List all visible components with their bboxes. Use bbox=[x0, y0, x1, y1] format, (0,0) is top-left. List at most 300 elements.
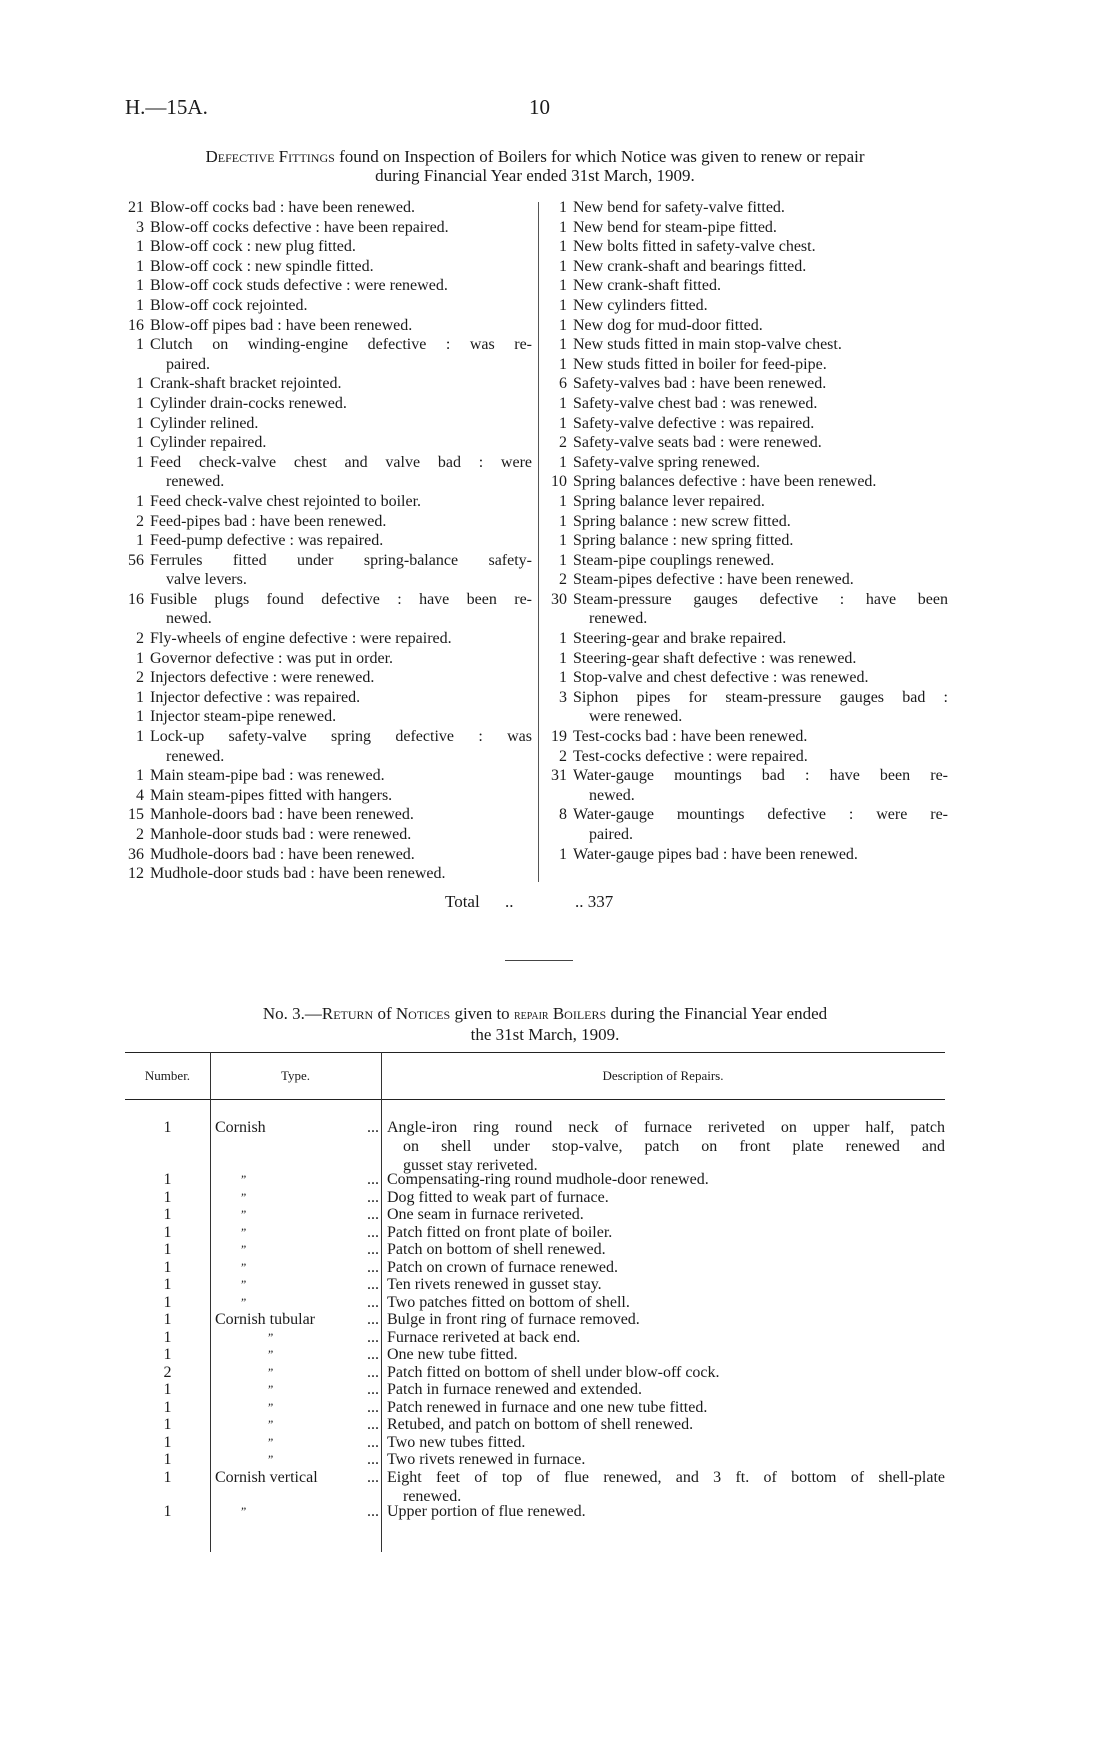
fitting-description: Blow-off pipes bad : have been renewed. bbox=[150, 316, 413, 334]
fitting-description: New bolts fitted in safety-valve chest. bbox=[573, 238, 816, 256]
fitting-item bbox=[120, 218, 532, 238]
section2-title bbox=[140, 1004, 950, 1044]
fitting-count: 1 bbox=[559, 238, 567, 256]
row-type: ” bbox=[239, 1172, 247, 1187]
row-number: 1 bbox=[163, 1258, 172, 1276]
fitting-description: Injector defective : was repaired. bbox=[150, 688, 361, 706]
row-number: 1 bbox=[163, 1241, 172, 1259]
fitting-item bbox=[543, 414, 948, 434]
row-number: 1 bbox=[163, 1346, 172, 1364]
fitting-description: Feed-pump defective : was repaired. bbox=[150, 532, 384, 550]
row-leader-dots: ... bbox=[367, 1188, 379, 1206]
row-leader-dots: ... bbox=[367, 1171, 379, 1189]
row-description-line: gusset stay reriveted. bbox=[403, 1157, 538, 1174]
fitting-count: 1 bbox=[136, 414, 144, 432]
row-description bbox=[387, 1240, 945, 1259]
fitting-description: newed. bbox=[166, 610, 212, 628]
fitting-item bbox=[543, 512, 948, 532]
fitting-count: 1 bbox=[559, 277, 567, 295]
row-description-line: Two rivets renewed in furnace. bbox=[387, 1451, 586, 1469]
fitting-item bbox=[543, 649, 948, 669]
fitting-item bbox=[120, 747, 532, 767]
row-number: 1 bbox=[163, 1223, 172, 1241]
row-description-line: Two patches fitted on bottom of shell. bbox=[387, 1293, 630, 1311]
fitting-description: Siphon pipes for steam-pressure gauges bad : bbox=[573, 688, 948, 706]
row-number: 1 bbox=[163, 1311, 172, 1329]
fitting-count: 16 bbox=[128, 590, 144, 608]
section2-title-given: given to bbox=[450, 1004, 514, 1023]
fitting-description: Blow-off cocks bad : have been renewed. bbox=[150, 199, 415, 216]
row-description-line: Bulge in front ring of furnace removed. bbox=[387, 1311, 640, 1329]
fitting-count: 2 bbox=[559, 571, 567, 589]
fitting-count bbox=[543, 707, 573, 727]
row-number: 1 bbox=[163, 1416, 172, 1434]
fitting-item bbox=[543, 374, 948, 394]
row-type: ” bbox=[239, 1224, 247, 1239]
fitting-item bbox=[543, 433, 948, 453]
fitting-item bbox=[543, 453, 948, 473]
fitting-description: Safety-valve seats bad : were renewed. bbox=[573, 434, 822, 452]
row-type: ” bbox=[239, 1294, 247, 1309]
fitting-description: Main steam-pipe bad : was renewed. bbox=[150, 767, 385, 785]
row-description bbox=[387, 1275, 945, 1294]
section1-title-rest: found on Inspection of Boilers for which Notice was given to renew or repair bbox=[334, 147, 865, 166]
fitting-description: Blow-off cock rejointed. bbox=[150, 296, 308, 314]
fitting-count: 1 bbox=[136, 336, 144, 354]
fitting-count: 1 bbox=[559, 669, 567, 687]
fitting-count: 1 bbox=[559, 649, 567, 667]
row-type: ” bbox=[239, 1259, 247, 1274]
fitting-item bbox=[543, 296, 948, 316]
row-description bbox=[387, 1205, 945, 1224]
fitting-count: 1 bbox=[136, 708, 144, 726]
fitting-item bbox=[543, 786, 948, 806]
row-description bbox=[387, 1310, 945, 1329]
fittings-right-column bbox=[543, 198, 948, 864]
fitting-count: 30 bbox=[551, 590, 567, 608]
section1-title-caps: Defective Fittings bbox=[205, 147, 335, 166]
row-type: ” bbox=[266, 1417, 274, 1432]
row-number: 1 bbox=[163, 1468, 172, 1486]
fitting-count: 1 bbox=[136, 532, 144, 550]
row-description-line: Eight feet of top of flue renewed, and 3 ft. of bottom of shell-plate bbox=[387, 1468, 945, 1486]
fitting-item bbox=[543, 590, 948, 610]
fitting-item bbox=[543, 688, 948, 708]
header-number: Number. bbox=[144, 1068, 191, 1083]
fitting-item bbox=[120, 512, 532, 532]
row-description-line: Furnace reriveted at back end. bbox=[387, 1328, 581, 1346]
fitting-item bbox=[120, 688, 532, 708]
section2-title-prefix: No. 3.— bbox=[262, 1004, 322, 1023]
fitting-count: 2 bbox=[559, 747, 567, 765]
fitting-item bbox=[543, 531, 948, 551]
row-number: 1 bbox=[163, 1188, 172, 1206]
fitting-item bbox=[543, 747, 948, 767]
fitting-item bbox=[120, 629, 532, 649]
fitting-description: Blow-off cock : new spindle fitted. bbox=[150, 257, 374, 275]
row-number: 1 bbox=[163, 1503, 172, 1521]
fitting-count: 1 bbox=[559, 257, 567, 275]
fitting-count bbox=[120, 609, 150, 629]
fitting-item bbox=[120, 374, 532, 394]
header-description: Description of Repairs. bbox=[602, 1068, 724, 1083]
fitting-description: Injectors defective : were renewed. bbox=[150, 669, 375, 687]
fitting-count bbox=[120, 747, 150, 767]
fitting-description: Blow-off cock : new plug fitted. bbox=[150, 238, 356, 256]
row-description-line: Retubed, and patch on bottom of shell renewed. bbox=[387, 1416, 694, 1434]
fitting-count: 1 bbox=[559, 512, 567, 530]
row-description-line: renewed. bbox=[403, 1487, 462, 1505]
fitting-item bbox=[543, 668, 948, 688]
fitting-item bbox=[120, 786, 532, 806]
fitting-description: paired. bbox=[589, 826, 633, 843]
fitting-description: Mudhole-door studs bad : have been renewed. bbox=[150, 865, 446, 883]
header-type: Type. bbox=[280, 1068, 311, 1083]
fitting-item bbox=[120, 414, 532, 434]
row-description bbox=[387, 1188, 945, 1207]
fitting-count: 8 bbox=[559, 806, 567, 824]
row-description-line: Patch fitted on front plate of boiler. bbox=[387, 1223, 613, 1241]
row-description bbox=[387, 1450, 945, 1469]
fitting-description: valve levers. bbox=[166, 571, 247, 589]
fitting-count: 1 bbox=[136, 649, 144, 667]
fitting-count: 1 bbox=[136, 688, 144, 706]
document-code: H.—15A. bbox=[125, 95, 208, 119]
fitting-count: 4 bbox=[136, 786, 144, 804]
fitting-description: Safety-valve chest bad : was renewed. bbox=[573, 394, 818, 412]
fitting-count bbox=[543, 609, 573, 629]
row-leader-dots: ... bbox=[367, 1293, 379, 1311]
fitting-count bbox=[543, 825, 573, 845]
fitting-description: Safety-valve spring renewed. bbox=[573, 453, 761, 471]
fitting-count: 15 bbox=[128, 806, 144, 824]
fitting-count: 2 bbox=[136, 630, 144, 648]
section2-title-line2: the 31st March, 1909. bbox=[470, 1025, 620, 1044]
fitting-description: Cylinder relined. bbox=[150, 414, 259, 432]
row-description-line: Patch on bottom of shell renewed. bbox=[387, 1241, 606, 1259]
row-number: 1 bbox=[163, 1328, 172, 1346]
fitting-description: Steam-pipes defective : have been renewed. bbox=[573, 571, 854, 589]
fitting-count: 56 bbox=[128, 551, 144, 569]
row-description-line: Compensating-ring round mudhole-door renewed. bbox=[387, 1171, 709, 1189]
fitting-item bbox=[120, 531, 532, 551]
row-description bbox=[387, 1293, 945, 1312]
fitting-item bbox=[120, 394, 532, 414]
fitting-item bbox=[543, 257, 948, 277]
row-leader-dots: ... bbox=[367, 1241, 379, 1259]
fitting-item bbox=[543, 198, 948, 218]
row-leader-dots: ... bbox=[367, 1433, 379, 1451]
fitting-description: Steering-gear and brake repaired. bbox=[573, 630, 787, 648]
row-type: ” bbox=[266, 1382, 274, 1397]
fitting-item bbox=[120, 492, 532, 512]
fitting-count: 1 bbox=[136, 728, 144, 746]
table-column-rule-1 bbox=[210, 1052, 211, 1552]
row-type: Cornish vertical bbox=[215, 1468, 318, 1486]
fitting-description: New crank-shaft and bearings fitted. bbox=[573, 257, 807, 275]
fitting-description: New studs fitted in main stop-valve chest. bbox=[573, 336, 842, 354]
fitting-count: 1 bbox=[136, 296, 144, 314]
row-leader-dots: ... bbox=[367, 1363, 379, 1381]
fitting-item bbox=[120, 570, 532, 590]
row-number: 1 bbox=[163, 1276, 172, 1294]
fitting-count: 1 bbox=[559, 218, 567, 236]
section2-title-rest: during the Financial Year ended bbox=[606, 1004, 828, 1023]
row-description-line: Two new tubes fitted. bbox=[387, 1433, 526, 1451]
fitting-description: Stop-valve and chest defective : was renewed. bbox=[573, 669, 869, 687]
fitting-item bbox=[543, 276, 948, 296]
row-description-line: One seam in furnace reriveted. bbox=[387, 1206, 584, 1224]
fitting-description: Water-gauge mountings defective : were re- bbox=[573, 806, 948, 824]
fitting-item bbox=[120, 433, 532, 453]
fitting-count: 10 bbox=[551, 473, 567, 491]
row-type: ” bbox=[239, 1242, 247, 1257]
fitting-item bbox=[120, 707, 532, 727]
row-leader-dots: ... bbox=[367, 1468, 379, 1486]
fitting-description: Safety-valve defective : was repaired. bbox=[573, 414, 815, 432]
row-type: ” bbox=[266, 1347, 274, 1362]
row-description bbox=[387, 1415, 945, 1434]
fitting-description: Blow-off cock studs defective : were renewed. bbox=[150, 277, 448, 295]
fitting-item bbox=[120, 825, 532, 845]
fittings-left-column bbox=[120, 198, 532, 884]
fitting-count: 1 bbox=[136, 375, 144, 393]
row-description-line: Patch renewed in furnace and one new tube fitted. bbox=[387, 1398, 708, 1416]
fitting-count: 19 bbox=[551, 728, 567, 746]
fitting-item bbox=[120, 727, 532, 747]
fitting-item bbox=[120, 472, 532, 492]
fitting-count: 1 bbox=[559, 630, 567, 648]
row-description-line: Patch on crown of furnace renewed. bbox=[387, 1258, 619, 1276]
fitting-description: renewed. bbox=[166, 747, 225, 765]
fitting-description: Safety-valves bad : have been renewed. bbox=[573, 375, 827, 393]
row-type: ” bbox=[266, 1434, 274, 1449]
fitting-description: Manhole-door studs bad : were renewed. bbox=[150, 826, 412, 843]
fitting-count: 16 bbox=[128, 316, 144, 334]
section2-title-return: Return bbox=[321, 1004, 374, 1023]
fitting-count bbox=[543, 786, 573, 806]
row-description bbox=[387, 1380, 945, 1399]
fitting-description: Clutch on winding-engine defective : was re- bbox=[150, 336, 532, 354]
row-description bbox=[387, 1118, 945, 1175]
fitting-item bbox=[120, 590, 532, 610]
fitting-description: Main steam-pipes fitted with hangers. bbox=[150, 786, 393, 804]
fitting-count: 3 bbox=[136, 218, 144, 236]
fitting-description: New studs fitted in boiler for feed-pipe. bbox=[573, 355, 827, 373]
fitting-count: 1 bbox=[136, 434, 144, 452]
fitting-description: New cylinders fitted. bbox=[573, 296, 708, 314]
fitting-count: 21 bbox=[128, 199, 144, 216]
row-type: Cornish bbox=[215, 1119, 266, 1136]
fitting-description: Spring balance : new spring fitted. bbox=[573, 532, 794, 550]
row-number: 1 bbox=[163, 1433, 172, 1451]
row-leader-dots: ... bbox=[367, 1503, 379, 1521]
fitting-item bbox=[120, 237, 532, 257]
row-leader-dots: ... bbox=[367, 1398, 379, 1416]
fitting-description: Test-cocks bad : have been renewed. bbox=[573, 728, 808, 746]
total-leader-dots: .. bbox=[505, 892, 514, 911]
section1-title-line2: during Financial Year ended 31st March, 1909. bbox=[375, 166, 695, 185]
fitting-description: New dog for mud-door fitted. bbox=[573, 316, 763, 334]
row-description bbox=[387, 1345, 945, 1364]
fitting-item bbox=[120, 198, 532, 218]
fitting-description: Feed-pipes bad : have been renewed. bbox=[150, 512, 387, 530]
fitting-item bbox=[543, 570, 948, 590]
column-divider bbox=[538, 202, 539, 882]
fitting-count: 3 bbox=[559, 688, 567, 706]
fitting-description: Ferrules fitted under spring-balance safety- bbox=[150, 551, 532, 569]
fitting-count bbox=[120, 472, 150, 492]
fitting-count: 12 bbox=[128, 865, 144, 883]
fitting-count bbox=[120, 570, 150, 590]
fitting-description: Blow-off cocks defective : have been repaired. bbox=[150, 218, 449, 236]
fitting-item bbox=[543, 766, 948, 786]
fitting-count: 1 bbox=[136, 767, 144, 785]
fitting-count: 1 bbox=[136, 238, 144, 256]
fitting-count: 1 bbox=[559, 414, 567, 432]
fitting-count: 1 bbox=[559, 394, 567, 412]
fitting-description: Feed check-valve chest rejointed to boiler. bbox=[150, 492, 422, 510]
fitting-item bbox=[120, 276, 532, 296]
fitting-item bbox=[120, 845, 532, 865]
fitting-item bbox=[543, 825, 948, 845]
row-description bbox=[387, 1433, 945, 1452]
fitting-description: Cylinder drain-cocks renewed. bbox=[150, 394, 347, 412]
fitting-item bbox=[120, 649, 532, 669]
row-type: ” bbox=[239, 1504, 247, 1519]
fitting-item bbox=[543, 727, 948, 747]
fitting-item bbox=[543, 805, 948, 825]
fitting-item bbox=[120, 551, 532, 571]
fitting-description: Steam-pressure gauges defective : have been bbox=[573, 590, 948, 608]
fitting-description: renewed. bbox=[166, 473, 225, 491]
row-description-line: One new tube fitted. bbox=[387, 1346, 518, 1364]
row-description bbox=[387, 1258, 945, 1277]
row-description bbox=[387, 1223, 945, 1242]
fitting-count: 1 bbox=[559, 336, 567, 354]
page-number: 10 bbox=[529, 95, 550, 119]
row-leader-dots: ... bbox=[367, 1276, 379, 1294]
fitting-count: 1 bbox=[136, 492, 144, 510]
row-number: 1 bbox=[163, 1293, 172, 1311]
row-description bbox=[387, 1468, 945, 1506]
row-type: ” bbox=[266, 1399, 274, 1414]
fitting-description: New crank-shaft fitted. bbox=[573, 277, 721, 295]
row-description bbox=[387, 1328, 945, 1347]
row-description-line: Patch fitted on bottom of shell under blow-off cock. bbox=[387, 1363, 720, 1381]
row-type: ” bbox=[266, 1364, 274, 1379]
fitting-description: Crank-shaft bracket rejointed. bbox=[150, 375, 342, 393]
row-description bbox=[387, 1502, 945, 1521]
row-number: 1 bbox=[163, 1381, 172, 1399]
fitting-count: 2 bbox=[136, 826, 144, 843]
fitting-count: 1 bbox=[136, 257, 144, 275]
section1-title bbox=[125, 147, 945, 185]
row-leader-dots: ... bbox=[367, 1328, 379, 1346]
fitting-item bbox=[543, 609, 948, 629]
fitting-description: renewed. bbox=[589, 610, 648, 628]
row-type: ” bbox=[266, 1329, 274, 1344]
table-header-rule bbox=[125, 1099, 945, 1100]
fitting-count: 31 bbox=[551, 767, 567, 785]
fitting-description: newed. bbox=[589, 786, 635, 804]
row-leader-dots: ... bbox=[367, 1451, 379, 1469]
row-description-line: Upper portion of flue renewed. bbox=[387, 1503, 586, 1521]
fitting-count: 1 bbox=[559, 355, 567, 373]
row-number: 1 bbox=[163, 1451, 172, 1469]
section2-title-notices: Notices bbox=[395, 1004, 451, 1023]
fitting-count: 1 bbox=[136, 277, 144, 295]
fitting-item bbox=[543, 629, 948, 649]
row-type: ” bbox=[239, 1207, 247, 1222]
fitting-description: Mudhole-doors bad : have been renewed. bbox=[150, 845, 415, 863]
fitting-item bbox=[543, 551, 948, 571]
fitting-count: 1 bbox=[559, 532, 567, 550]
fitting-count: 1 bbox=[136, 453, 144, 471]
row-type: Cornish tubular bbox=[215, 1311, 315, 1329]
row-type: ” bbox=[239, 1189, 247, 1204]
fitting-count: 2 bbox=[559, 434, 567, 452]
fitting-description: Lock-up safety-valve spring defective : was bbox=[150, 728, 532, 746]
fitting-item bbox=[120, 453, 532, 473]
fitting-item bbox=[543, 355, 948, 375]
fitting-description: Manhole-doors bad : have been renewed. bbox=[150, 806, 414, 824]
section-separator bbox=[505, 960, 573, 961]
row-number: 1 bbox=[163, 1398, 172, 1416]
fitting-description: Spring balances defective : have been renewed. bbox=[573, 473, 877, 491]
row-leader-dots: ... bbox=[367, 1346, 379, 1364]
fitting-item bbox=[120, 864, 532, 884]
row-description bbox=[387, 1170, 945, 1189]
fitting-item bbox=[543, 237, 948, 257]
row-number: 2 bbox=[163, 1363, 172, 1381]
fitting-item bbox=[543, 394, 948, 414]
fitting-item bbox=[120, 257, 532, 277]
table-column-rule-2 bbox=[381, 1052, 382, 1552]
fitting-count: 1 bbox=[559, 453, 567, 471]
fitting-item bbox=[543, 316, 948, 336]
fitting-count: 1 bbox=[559, 492, 567, 510]
fitting-item bbox=[543, 845, 948, 865]
fitting-count: 1 bbox=[559, 296, 567, 314]
fitting-description: Cylinder repaired. bbox=[150, 434, 267, 452]
fitting-count: 2 bbox=[136, 669, 144, 687]
fitting-description: Water-gauge pipes bad : have been renewed. bbox=[573, 845, 858, 863]
total-label: Total bbox=[445, 892, 480, 911]
fitting-description: paired. bbox=[166, 355, 210, 373]
fitting-description: Steam-pipe couplings renewed. bbox=[573, 551, 775, 569]
fitting-item bbox=[120, 805, 532, 825]
row-leader-dots: ... bbox=[367, 1311, 379, 1329]
fitting-description: New bend for steam-pipe fitted. bbox=[573, 218, 777, 236]
row-number: 1 bbox=[163, 1206, 172, 1224]
fitting-count: 1 bbox=[136, 394, 144, 412]
fitting-description: Fusible plugs found defective : have been re- bbox=[150, 590, 532, 608]
fitting-item bbox=[120, 609, 532, 629]
section2-title-repair: repair bbox=[513, 1008, 549, 1023]
fitting-count: 2 bbox=[136, 512, 144, 530]
row-description-line: Ten rivets renewed in gusset stay. bbox=[387, 1276, 602, 1294]
fitting-description: Governor defective : was put in order. bbox=[150, 649, 394, 667]
fitting-item bbox=[120, 355, 532, 375]
fitting-item bbox=[543, 472, 948, 492]
fitting-item bbox=[543, 492, 948, 512]
fitting-count: 1 bbox=[559, 316, 567, 334]
fitting-item bbox=[120, 766, 532, 786]
fitting-description: were renewed. bbox=[589, 708, 683, 726]
row-description-line: on shell under stop-valve, patch on front plate renewed and bbox=[403, 1138, 945, 1155]
fitting-count: 6 bbox=[559, 375, 567, 393]
